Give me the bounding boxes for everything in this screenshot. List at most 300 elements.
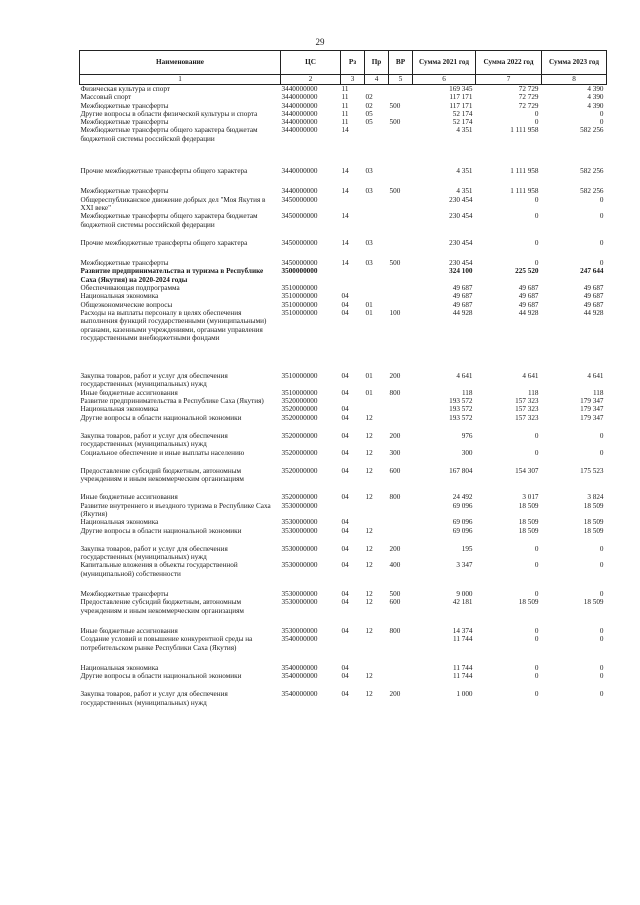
cell-vr: 200 <box>389 372 401 381</box>
cell-vr <box>389 292 413 300</box>
cell-name: Национальная экономика <box>80 663 159 672</box>
cell-cs: 3530000000 <box>281 561 318 570</box>
cell-cs: 3520000000 <box>281 413 318 422</box>
cell-vr: 500 <box>389 187 401 196</box>
cell-vr <box>389 518 413 526</box>
header-cs: ЦС <box>281 51 341 75</box>
cell-sum-2021: 49 687 <box>452 292 473 301</box>
cell-sum-2023: 0 <box>599 448 604 457</box>
cell-sum-2023: 582 256 <box>580 126 604 135</box>
cell-vr <box>389 672 413 690</box>
table-row <box>80 672 607 690</box>
cell-name: Физическая культура и спорт <box>80 85 170 93</box>
cell-sum-2022: 49 687 <box>518 292 539 301</box>
cell-sum-2023: 0 <box>599 672 604 681</box>
cell-pr <box>365 664 389 672</box>
table-row <box>80 85 607 94</box>
cell-sum-2022: 0 <box>534 672 539 681</box>
cell-vr <box>389 93 413 101</box>
cell-sum-2023: 4 390 <box>587 85 604 93</box>
cell-cs: 3510000000 <box>281 300 318 309</box>
table-row <box>80 301 607 309</box>
cell-vr <box>389 284 413 292</box>
cell-pr: 03 <box>365 238 373 247</box>
cell-rz: 14 <box>341 212 349 221</box>
cell-sum-2022: 154 307 <box>515 466 539 475</box>
cell-vr <box>389 196 413 213</box>
cell-sum-2021: 11 744 <box>453 663 473 672</box>
cell-sum-2022: 0 <box>534 212 539 221</box>
cell-name: Национальная экономика <box>80 405 159 414</box>
header-sum-2023: Сумма 2023 год <box>542 51 607 75</box>
cell-sum-2021: 49 687 <box>452 284 473 293</box>
cell-name: Общереспубликанское движение добрых дел "Моя Якутия в XXI веке" <box>80 195 266 212</box>
cell-pr <box>365 502 389 519</box>
cell-sum-2022: 0 <box>534 561 539 570</box>
cell-sum-2021: 117 171 <box>449 93 473 102</box>
table-row <box>80 467 607 494</box>
table-row <box>80 309 607 372</box>
cell-rz: 04 <box>341 405 349 414</box>
cell-pr <box>365 284 389 292</box>
cell-pr: 12 <box>365 626 373 635</box>
cell-sum-2021: 230 454 <box>449 195 473 204</box>
cell-vr <box>389 212 413 239</box>
cell-rz: 04 <box>341 663 349 672</box>
cell-vr <box>389 502 413 519</box>
cell-rz: 04 <box>341 526 349 535</box>
table-row <box>80 292 607 300</box>
cell-sum-2022: 18 509 <box>518 518 539 527</box>
cell-cs: 3450000000 <box>281 212 318 221</box>
cell-sum-2023: 18 509 <box>583 598 604 607</box>
table-row <box>80 284 607 292</box>
column-number-row <box>80 75 607 85</box>
cell-sum-2023: 0 <box>599 590 604 599</box>
cell-cs: 3530000000 <box>281 590 318 599</box>
cell-sum-2021: 14 374 <box>452 626 473 635</box>
cell-sum-2023: 582 256 <box>580 187 604 196</box>
cell-name: Другие вопросы в области национальной экономики <box>80 672 242 681</box>
cell-cs: 3530000000 <box>281 598 318 607</box>
cell-name: Обеспечивающая подпрограмма <box>80 284 180 293</box>
cell-pr: 12 <box>365 690 373 699</box>
cell-rz: 11 <box>341 118 349 127</box>
cell-pr: 01 <box>365 300 373 309</box>
cell-name: Межбюджетные трансферты <box>80 590 169 599</box>
table-row <box>80 561 607 590</box>
table-row <box>80 627 607 635</box>
cell-pr <box>365 267 389 284</box>
cell-sum-2021: 193 572 <box>449 413 473 422</box>
cell-name: Иные бюджетные ассигнования <box>80 493 178 502</box>
cell-sum-2021: 167 804 <box>449 466 473 475</box>
cell-sum-2022: 157 323 <box>515 405 539 414</box>
table-row <box>80 167 607 187</box>
cell-name: Развитие предпринимательства в Республике Саха (Якутия) <box>80 397 264 406</box>
cell-sum-2023: 18 509 <box>583 501 604 510</box>
cell-sum-2021: 11 744 <box>453 672 473 681</box>
column-number: 8 <box>542 75 607 85</box>
cell-cs: 3520000000 <box>281 397 318 406</box>
cell-sum-2022: 0 <box>534 590 539 599</box>
cell-sum-2022: 0 <box>534 109 539 118</box>
cell-sum-2023: 4 390 <box>587 93 604 102</box>
cell-sum-2023: 175 523 <box>580 466 604 475</box>
cell-sum-2022: 0 <box>534 448 539 457</box>
cell-sum-2021: 195 <box>461 544 473 553</box>
cell-rz: 11 <box>341 101 349 110</box>
cell-sum-2021: 24 492 <box>452 493 473 502</box>
column-number: 6 <box>413 75 476 85</box>
cell-sum-2022: 18 509 <box>518 526 539 535</box>
cell-sum-2022: 0 <box>534 118 539 127</box>
cell-sum-2021: 52 174 <box>452 118 473 127</box>
cell-sum-2022: 44 928 <box>518 308 539 317</box>
header-pr: Пр <box>365 51 389 75</box>
cell-sum-2023: 0 <box>599 238 604 247</box>
cell-vr <box>389 414 413 432</box>
cell-sum-2022: 157 323 <box>515 413 539 422</box>
cell-name: Межбюджетные трансферты <box>80 101 169 110</box>
cell-rz: 04 <box>341 690 349 699</box>
cell-cs: 3530000000 <box>281 526 318 535</box>
cell-sum-2021: 193 572 <box>449 397 473 406</box>
cell-sum-2022: 0 <box>534 690 539 699</box>
cell-sum-2021: 44 928 <box>452 308 473 317</box>
cell-pr: 12 <box>365 493 373 502</box>
cell-sum-2022: 225 520 <box>515 267 539 276</box>
cell-rz <box>341 284 365 292</box>
cell-cs: 3530000000 <box>281 518 318 527</box>
cell-vr: 800 <box>389 493 401 502</box>
cell-name: Социальное обеспечение и иные выплаты населению <box>80 448 245 457</box>
cell-cs: 3450000000 <box>281 238 318 247</box>
cell-cs: 3440000000 <box>281 93 318 102</box>
cell-cs: 3440000000 <box>281 126 318 135</box>
cell-sum-2023: 18 509 <box>583 518 604 527</box>
cell-name: Прочие межбюджетные трансферты общего характера <box>80 238 248 247</box>
table-row <box>80 432 607 449</box>
cell-vr <box>389 110 413 118</box>
cell-vr <box>389 167 413 187</box>
table-row <box>80 126 607 167</box>
cell-sum-2021: 1 000 <box>456 690 473 699</box>
table-row <box>80 405 607 413</box>
cell-sum-2022: 18 509 <box>518 501 539 510</box>
cell-sum-2021: 49 687 <box>452 300 473 309</box>
cell-pr <box>365 518 389 526</box>
cell-sum-2022: 0 <box>534 544 539 553</box>
cell-cs: 3520000000 <box>281 448 318 457</box>
cell-sum-2023: 0 <box>599 118 604 127</box>
cell-name: Общеэкономические вопросы <box>80 300 173 309</box>
cell-cs: 3440000000 <box>281 167 318 176</box>
table-row <box>80 196 607 213</box>
cell-sum-2023: 179 347 <box>580 413 604 422</box>
cell-sum-2022: 72 729 <box>518 101 539 110</box>
cell-sum-2023: 179 347 <box>580 405 604 414</box>
cell-sum-2021: 230 454 <box>449 238 473 247</box>
cell-name: Закупка товаров, работ и услуг для обеспечения государственных (муниципальных) нужд <box>80 372 228 389</box>
cell-sum-2022: 72 729 <box>518 93 539 102</box>
table-row <box>80 187 607 195</box>
table-row <box>80 635 607 664</box>
cell-cs: 3530000000 <box>281 501 318 510</box>
table-row <box>80 414 607 432</box>
cell-sum-2023: 0 <box>599 635 604 644</box>
cell-sum-2022: 72 729 <box>518 85 539 93</box>
table-row <box>80 493 607 501</box>
cell-sum-2021: 193 572 <box>449 405 473 414</box>
cell-sum-2021: 118 <box>461 388 473 397</box>
cell-pr: 05 <box>365 118 373 127</box>
cell-pr: 01 <box>365 388 373 397</box>
cell-name: Другие вопросы в области национальной экономики <box>80 526 242 535</box>
cell-sum-2023: 0 <box>599 690 604 699</box>
cell-vr: 200 <box>389 544 401 553</box>
cell-pr: 12 <box>365 466 373 475</box>
cell-vr <box>389 126 413 167</box>
cell-vr: 600 <box>389 466 401 475</box>
cell-sum-2022: 49 687 <box>518 300 539 309</box>
cell-pr <box>365 85 389 94</box>
cell-rz: 14 <box>341 238 349 247</box>
cell-vr <box>389 239 413 259</box>
table-row <box>80 93 607 101</box>
cell-name: Создание условий и повышение конкурентной среды на потребительском рынке Республики Саха (Якутия) <box>80 635 253 652</box>
table-row <box>80 449 607 467</box>
cell-pr <box>365 405 389 413</box>
cell-name: Национальная экономика <box>80 292 159 301</box>
cell-sum-2021: 4 641 <box>456 372 473 381</box>
cell-sum-2021: 4 351 <box>456 187 473 196</box>
cell-rz: 04 <box>341 413 349 422</box>
cell-cs: 3450000000 <box>281 195 318 204</box>
table-row <box>80 110 607 118</box>
cell-name: Предоставление субсидий бюджетным, автономным учреждениям и иным некоммерческим организациям <box>80 598 244 615</box>
cell-sum-2021: 69 096 <box>452 526 473 535</box>
cell-cs: 3440000000 <box>281 118 318 127</box>
cell-cs: 3530000000 <box>281 626 318 635</box>
cell-cs: 3530000000 <box>281 544 318 553</box>
cell-sum-2021: 52 174 <box>452 109 473 118</box>
cell-sum-2022: 0 <box>534 663 539 672</box>
cell-pr: 12 <box>365 448 373 457</box>
cell-name: Национальная экономика <box>80 518 159 527</box>
header-sum-2021: Сумма 2021 год <box>413 51 476 75</box>
cell-rz: 14 <box>341 126 349 135</box>
cell-name: Прочие межбюджетные трансферты общего характера <box>80 167 248 176</box>
cell-name: Межбюджетные трансферты общего характера бюджетам бюджетной системы российской федерации <box>80 126 258 143</box>
cell-pr: 05 <box>365 109 373 118</box>
table-row <box>80 372 607 389</box>
cell-name: Развитие предпринимательства и туризма в Республике Саха (Якутия) на 2020-2024 годы <box>80 267 264 284</box>
cell-cs: 3510000000 <box>281 372 318 381</box>
cell-sum-2023: 0 <box>599 663 604 672</box>
cell-pr <box>365 292 389 300</box>
cell-vr: 400 <box>389 561 401 570</box>
cell-pr <box>365 196 389 213</box>
cell-rz: 04 <box>341 626 349 635</box>
cell-rz: 11 <box>341 109 349 118</box>
cell-sum-2023: 49 687 <box>583 284 604 293</box>
cell-pr: 12 <box>365 431 373 440</box>
cell-rz: 04 <box>341 561 349 570</box>
cell-sum-2023: 3 824 <box>587 493 604 502</box>
cell-rz: 04 <box>341 292 349 301</box>
cell-sum-2022: 0 <box>534 626 539 635</box>
cell-vr: 800 <box>389 388 401 397</box>
cell-vr: 500 <box>389 590 401 599</box>
cell-vr <box>389 664 413 672</box>
cell-sum-2021: 230 454 <box>449 259 473 268</box>
cell-rz: 11 <box>341 85 349 93</box>
cell-rz <box>341 267 365 284</box>
cell-vr: 200 <box>389 431 401 440</box>
cell-sum-2022: 157 323 <box>515 397 539 406</box>
cell-pr: 12 <box>365 561 373 570</box>
cell-cs: 3440000000 <box>281 85 318 93</box>
cell-name: Межбюджетные трансферты <box>80 118 169 127</box>
cell-rz: 04 <box>341 448 349 457</box>
cell-rz <box>341 196 365 213</box>
cell-rz: 04 <box>341 388 349 397</box>
cell-sum-2023: 18 509 <box>583 526 604 535</box>
cell-cs: 3540000000 <box>281 690 318 699</box>
cell-sum-2021: 69 096 <box>452 518 473 527</box>
cell-vr: 600 <box>389 598 401 607</box>
cell-sum-2022: 1 111 958 <box>510 126 539 135</box>
cell-cs: 3510000000 <box>281 292 318 301</box>
cell-vr <box>389 301 413 309</box>
cell-rz <box>341 635 365 664</box>
cell-name: Закупка товаров, работ и услуг для обеспечения государственных (муниципальных) нужд <box>80 431 228 449</box>
cell-sum-2022: 0 <box>534 195 539 204</box>
cell-sum-2021: 42 181 <box>452 598 473 607</box>
table-row <box>80 239 607 259</box>
cell-vr <box>389 527 413 545</box>
cell-cs: 3540000000 <box>281 663 318 672</box>
cell-pr: 03 <box>365 167 373 176</box>
cell-vr <box>389 85 413 94</box>
cell-pr: 02 <box>365 93 373 102</box>
cell-cs: 3540000000 <box>281 635 318 644</box>
cell-vr: 200 <box>389 690 401 699</box>
cell-pr: 01 <box>365 308 373 317</box>
column-number: 7 <box>476 75 542 85</box>
cell-sum-2023: 0 <box>599 195 604 204</box>
cell-name: Закупка товаров, работ и услуг для обеспечения государственных (муниципальных) нужд <box>80 544 228 562</box>
cell-name: Расходы на выплаты персоналу в целях обеспечения выполнения функций государственными (муниципальными) органами, казенными учреждениями, органами управления государственными внебюджетными фондами <box>80 308 267 342</box>
cell-pr: 12 <box>365 590 373 599</box>
cell-name: Межбюджетные трансферты общего характера бюджетам бюджетной системы российской федерации <box>80 212 258 229</box>
cell-name: Закупка товаров, работ и услуг для обеспечения государственных (муниципальных) нужд <box>80 690 228 707</box>
cell-rz: 04 <box>341 466 349 475</box>
cell-name: Предоставление субсидий бюджетным, автономным учреждениям и иным некоммерческим организациям <box>80 466 244 484</box>
cell-cs: 3450000000 <box>281 259 318 268</box>
budget-table <box>79 50 607 707</box>
cell-pr: 12 <box>365 598 373 607</box>
table-row <box>80 102 607 110</box>
cell-sum-2023: 0 <box>599 431 604 440</box>
column-number: 3 <box>341 75 365 85</box>
cell-pr: 01 <box>365 372 373 381</box>
cell-sum-2022: 118 <box>527 388 539 397</box>
table-row <box>80 212 607 239</box>
cell-vr: 300 <box>389 448 401 457</box>
cell-sum-2022: 0 <box>534 238 539 247</box>
cell-rz: 11 <box>341 93 349 102</box>
cell-vr: 800 <box>389 626 401 635</box>
cell-pr <box>365 635 389 664</box>
cell-rz: 04 <box>341 300 349 309</box>
table-body <box>80 85 607 708</box>
cell-cs: 3520000000 <box>281 493 318 502</box>
cell-pr <box>365 212 389 239</box>
cell-pr: 03 <box>365 259 373 268</box>
table-row <box>80 267 607 284</box>
header-vr: ВР <box>389 51 413 75</box>
cell-name: Развитие внутреннего и въездного туризма в Республике Саха (Якутия) <box>80 501 271 518</box>
cell-rz: 04 <box>341 598 349 607</box>
cell-cs: 3520000000 <box>281 466 318 475</box>
cell-cs: 3440000000 <box>281 109 318 118</box>
cell-pr: 12 <box>365 413 373 422</box>
cell-pr <box>365 126 389 167</box>
header-rz: Рз <box>341 51 365 75</box>
cell-name: Другие вопросы в области физической культуры и спорта <box>80 109 258 118</box>
cell-cs: 3440000000 <box>281 187 318 196</box>
column-number: 5 <box>389 75 413 85</box>
cell-vr <box>389 405 413 413</box>
cell-sum-2021: 169 345 <box>449 85 473 93</box>
cell-pr: 12 <box>365 672 373 681</box>
cell-sum-2023: 118 <box>592 388 604 397</box>
page-number: 29 <box>315 37 325 47</box>
cell-name: Иные бюджетные ассигнования <box>80 388 178 397</box>
cell-cs: 3510000000 <box>281 388 318 397</box>
cell-sum-2023: 4 390 <box>587 101 604 110</box>
cell-sum-2021: 9 000 <box>456 590 473 599</box>
table-row <box>80 545 607 562</box>
table-row <box>80 527 607 545</box>
table-row <box>80 118 607 126</box>
cell-sum-2023: 0 <box>599 561 604 570</box>
cell-rz: 14 <box>341 187 349 196</box>
cell-sum-2023: 247 644 <box>580 267 604 276</box>
cell-pr: 02 <box>365 101 373 110</box>
table-row <box>80 518 607 526</box>
cell-cs: 3500000000 <box>281 267 318 276</box>
header-name: Наименование <box>80 51 281 75</box>
cell-sum-2022: 3 017 <box>522 493 539 502</box>
cell-vr <box>389 397 413 405</box>
cell-sum-2023: 49 687 <box>583 300 604 309</box>
cell-sum-2022: 4 641 <box>522 372 539 381</box>
table-row <box>80 690 607 707</box>
cell-sum-2022: 49 687 <box>518 284 539 293</box>
cell-vr: 500 <box>389 259 401 268</box>
cell-sum-2023: 0 <box>599 109 604 118</box>
cell-rz: 14 <box>341 167 349 176</box>
cell-name: Межбюджетные трансферты <box>80 187 169 196</box>
cell-sum-2021: 69 096 <box>452 501 473 510</box>
cell-cs: 3540000000 <box>281 672 318 681</box>
cell-pr: 03 <box>365 187 373 196</box>
cell-cs: 3510000000 <box>281 284 318 293</box>
cell-rz: 04 <box>341 493 349 502</box>
